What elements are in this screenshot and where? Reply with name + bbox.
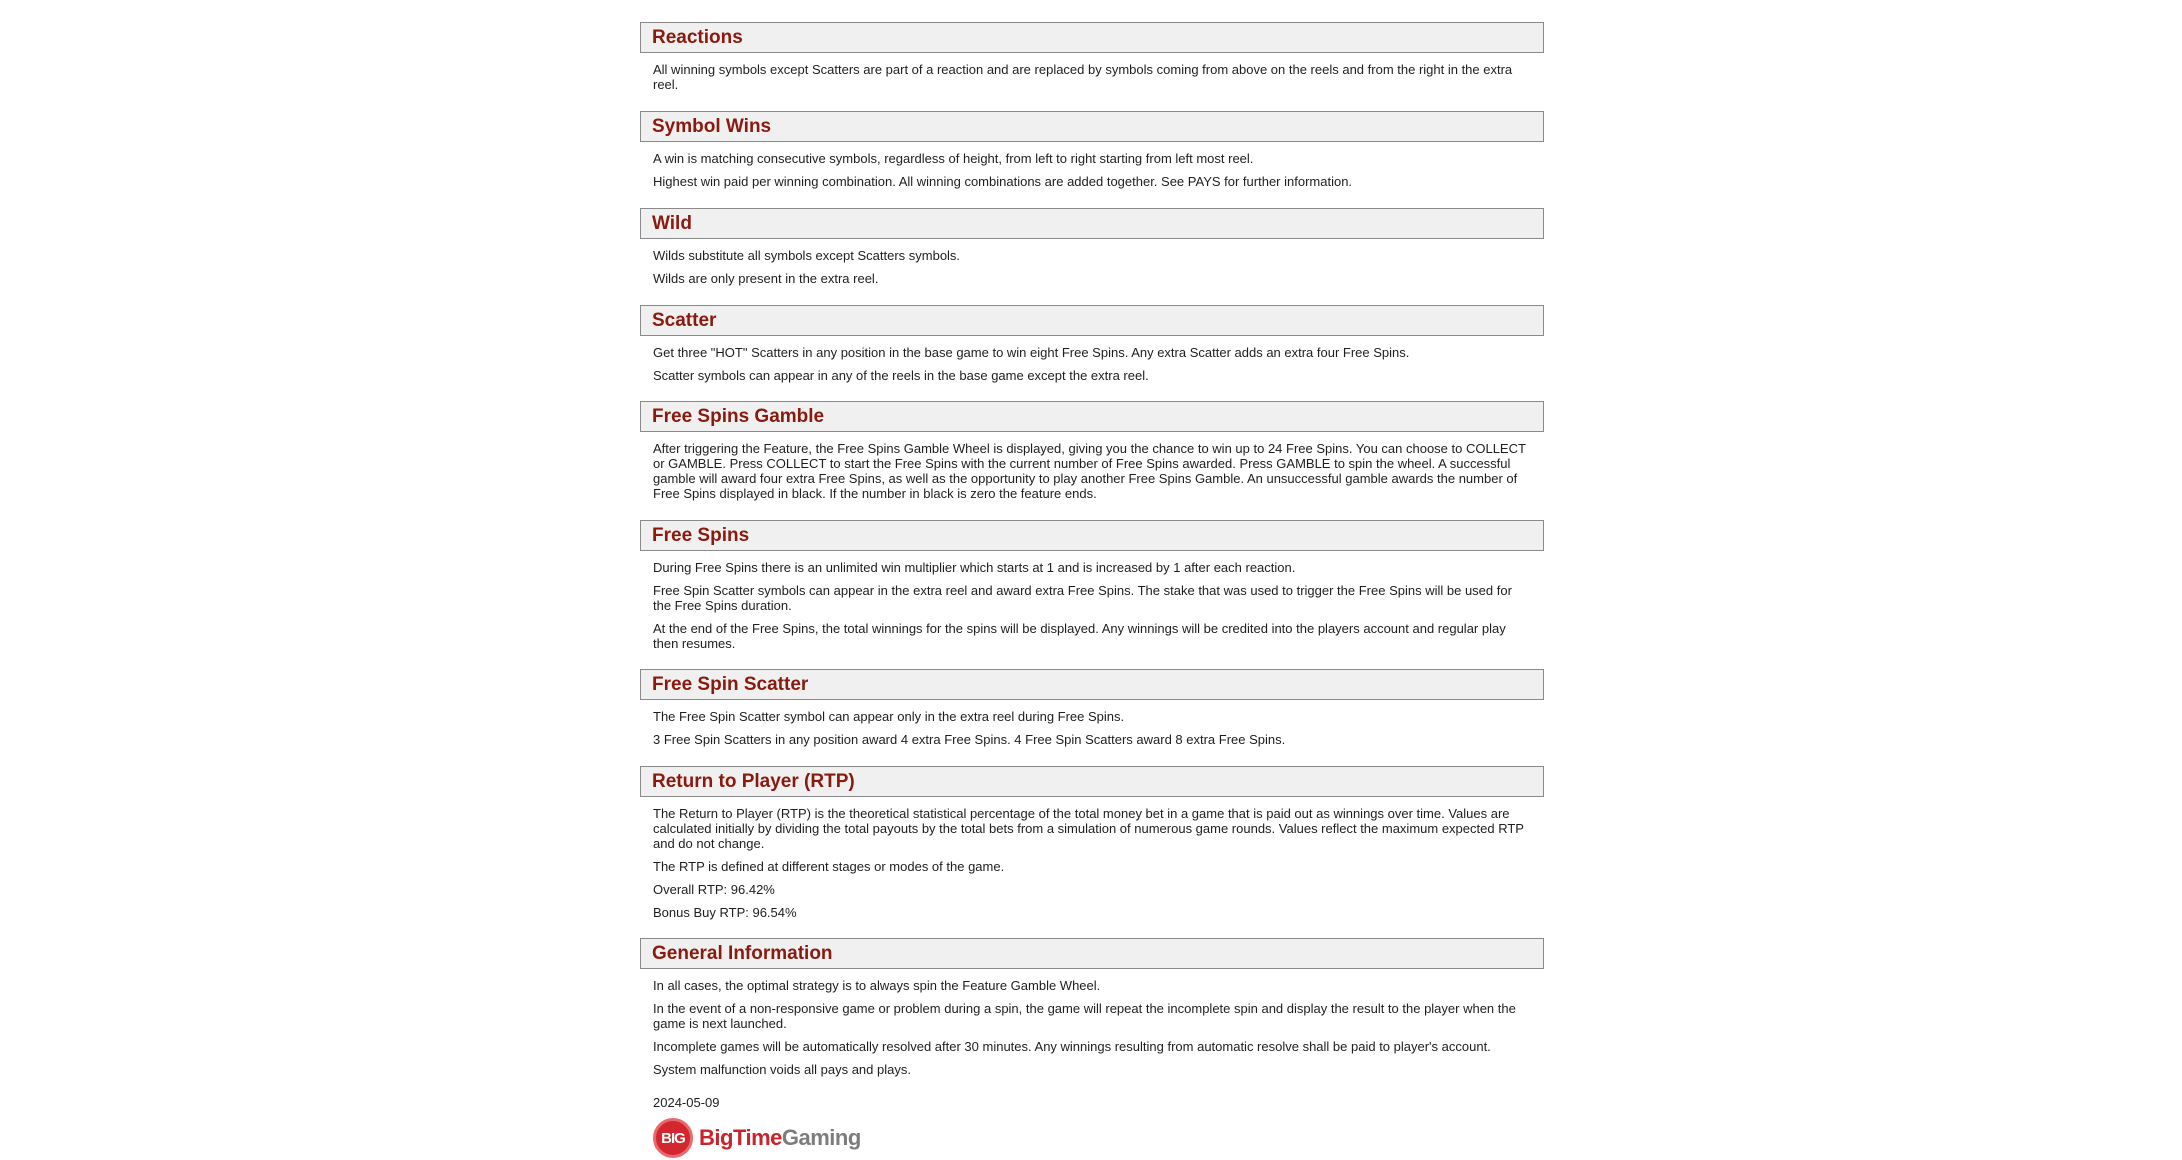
paragraph: After triggering the Feature, the Free Spins Gamble Wheel is displayed, giving you the chance to win up to 24 Free Spins. You can choose to COLLECT or GAMBLE. Press COLLECT to start the Free Spins with the current number of Free Spins awarded. Press GAMBLE to spin the wheel. A successful gamble will award four extra Free Spins, as well as the opportunity to play another Free Spins Gamble. An unsuccessful gamble awards the number of Free Spins displayed in black. If the number in black is zero the feature ends. [653, 441, 1526, 501]
paragraph: During Free Spins there is an unlimited win multiplier which starts at 1 and is increased by 1 after each reaction. [653, 560, 1296, 575]
paragraph: Get three "HOT" Scatters in any position in the base game to win eight Free Spins. Any extra Scatter adds an extra four Free Spins. [653, 345, 1410, 360]
paragraph: A win is matching consecutive symbols, regardless of height, from left to right starting from left most reel. [653, 151, 1254, 166]
section-body [640, 142, 1544, 189]
paragraph: In the event of a non-responsive game or problem during a spin, the game will repeat the incomplete spin and display the result to the player when the game is next launched. [653, 1001, 1516, 1031]
section-header [640, 938, 1544, 969]
section-header [640, 766, 1544, 797]
footer [640, 1095, 861, 1160]
overall-rtp: Overall RTP: 96.42% [653, 882, 775, 897]
section-header [640, 401, 1544, 432]
section-title: Scatter [652, 310, 717, 331]
big-time-gaming-logo [653, 1116, 861, 1160]
paragraph: The Return to Player (RTP) is the theoretical statistical percentage of the total money bet in a game that is paid out as winnings over time. Values are calculated initially by dividing the total payouts by the total bets from a simulation of numerous game rounds. Values reflect the maximum expected RTP and do not change. [653, 806, 1524, 851]
section-title: General Information [652, 943, 833, 964]
logo-brand: BigTime [699, 1125, 782, 1150]
section-header [640, 22, 1544, 53]
section-title: Return to Player (RTP) [652, 771, 855, 792]
section-rtp [640, 766, 1544, 928]
section-body [640, 53, 1544, 92]
paragraph: Incomplete games will be automatically resolved after 30 minutes. Any winnings resulting from automatic resolve shall be paid to player's account. [653, 1039, 1491, 1054]
section-title: Free Spin Scatter [652, 674, 809, 695]
section-free-spins-gamble [640, 401, 1544, 509]
section-free-spin-scatter [640, 669, 1544, 755]
section-title: Symbol Wins [652, 116, 772, 137]
section-body [640, 969, 1544, 1077]
section-body [640, 336, 1544, 383]
logo-suffix: Gaming [781, 1125, 861, 1150]
section-header [640, 305, 1544, 336]
section-general-information [640, 938, 1544, 1085]
bonus-buy-rtp: Bonus Buy RTP: 96.54% [653, 905, 797, 920]
section-header [640, 111, 1544, 142]
paragraph: 3 Free Spin Scatters in any position award 4 extra Free Spins. 4 Free Spin Scatters award 8 extra Free Spins. [653, 732, 1286, 747]
version-date: 2024-05-09 [653, 1095, 720, 1110]
section-symbol-wins [640, 111, 1544, 197]
section-reactions [640, 22, 1544, 100]
section-header [640, 669, 1544, 700]
big-logo-icon: BIG [653, 1118, 693, 1158]
section-title: Wild [652, 213, 692, 234]
paragraph: All winning symbols except Scatters are part of a reaction and are replaced by symbols coming from above on the reels and from the right in the extra reel. [653, 62, 1513, 92]
section-header [640, 208, 1544, 239]
section-header [640, 520, 1544, 551]
paragraph: Wilds substitute all symbols except Scatters symbols. [653, 248, 961, 263]
section-wild [640, 208, 1544, 294]
paragraph: Scatter symbols can appear in any of the reels in the base game except the extra reel. [653, 368, 1149, 383]
section-title: Reactions [652, 27, 743, 48]
section-body [640, 551, 1544, 651]
section-body [640, 239, 1544, 286]
paragraph: The Free Spin Scatter symbol can appear only in the extra reel during Free Spins. [653, 709, 1125, 724]
section-body [640, 797, 1544, 920]
paragraph: The RTP is defined at different stages or modes of the game. [653, 859, 1005, 874]
section-scatter [640, 305, 1544, 391]
paragraph: Highest win paid per winning combination. All winning combinations are added together. See PAYS for further information. [653, 174, 1353, 189]
paragraph: System malfunction voids all pays and plays. [653, 1062, 911, 1077]
paragraph: Wilds are only present in the extra reel. [653, 271, 879, 286]
paragraph: At the end of the Free Spins, the total winnings for the spins will be displayed. Any winnings will be credited into the players account and regular play then resumes. [653, 621, 1506, 651]
paragraph: Free Spin Scatter symbols can appear in the extra reel and award extra Free Spins. The stake that was used to trigger the Free Spins will be used for the Free Spins duration. [653, 583, 1512, 613]
section-title: Free Spins [652, 525, 750, 546]
section-title: Free Spins Gamble [652, 406, 825, 427]
section-body [640, 432, 1544, 501]
paragraph: In all cases, the optimal strategy is to always spin the Feature Gamble Wheel. [653, 978, 1101, 993]
section-body [640, 700, 1544, 747]
logo-wordmark [699, 1125, 861, 1151]
section-free-spins [640, 520, 1544, 659]
